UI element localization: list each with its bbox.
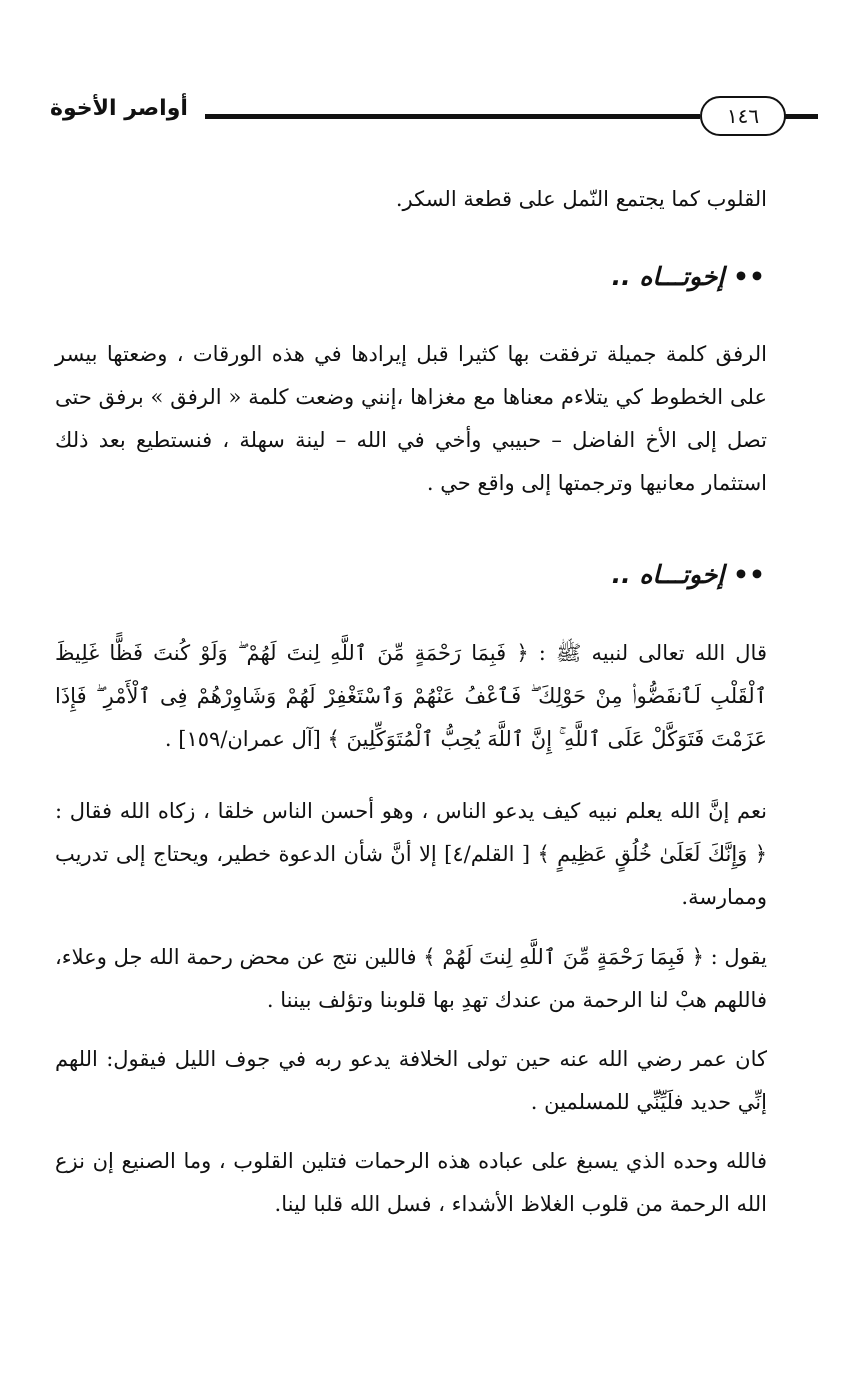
paragraph: فالله وحده الذي يسبغ على عباده هذه الرحمات فتلين القلوب ، وما الصنيع إن نزع الله الرحمة من قلوب الغلاظ الأشداء ، فسل الله قلبا لينا.: [55, 1149, 767, 1216]
heading-text: إخوتـــاه ..: [611, 262, 725, 291]
paragraph-quran-quote: قال الله تعالى لنبيه ﷺ : ﴿ فَبِمَا رَحْمَةٍ مِّنَ ٱللَّهِ لِنتَ لَهُمْ ۖ وَلَوْ كُنتَ فَظًّا غَلِيظَ ٱلْقَلْبِ لَٱنفَضُّوا۟ مِنْ حَوْلِكَ ۖ فَٱعْفُ عَنْهُمْ وَٱسْتَغْفِرْ لَهُمْ وَشَاوِرْهُمْ فِى ٱلْأَمْرِ ۖ فَإِذَا عَزَمْتَ فَتَوَكَّلْ عَلَى ٱللَّهِ ۚ إِنَّ ٱللَّهَ يُحِبُّ ٱلْمُتَوَكِّلِينَ ﴾ [آل عمران/١٥٩] .: [55, 641, 767, 751]
paragraph: الرفق كلمة جميلة ترفقت بها كثيرا قبل إيرادها في هذه الورقات ، وضعتها بيسر على الخطوط كي يتلاءم معناها مع مغزاها ،إنني وضعت كلمة « الرفق » برفق حتى تصل إلى الأخ الفاضل – حبيبي وأخي في الله – لينة سهلة ، فنستطيع بعد ذلك استثمار معانيها وترجمتها إلى واقع حي .: [55, 342, 767, 495]
heading-text: إخوتـــاه ..: [611, 560, 725, 589]
paragraph: نعم إنَّ الله يعلم نبيه كيف يدعو الناس ، وهو أحسن الناس خلقا ، زكاه الله فقال : ﴿ وَإِنَّكَ لَعَلَىٰ خُلُقٍ عَظِيمٍ ﴾ [ القلم/٤] إلا أنَّ شأن الدعوة خطير، ويحتاج إلى تدريب وممارسة.: [55, 799, 767, 909]
heading-bullet: ••: [733, 560, 765, 589]
paragraph-continuation: القلوب كما يجتمع النّمل على قطعة السكر.: [395, 187, 767, 211]
heading-bullet: ••: [733, 262, 765, 291]
section-heading: [612, 262, 765, 291]
section-heading: [612, 560, 765, 589]
header-rule-end: [785, 114, 818, 119]
page-header: [50, 88, 768, 138]
paragraph: كان عمر رضي الله عنه حين تولى الخلافة يدعو ربه في جوف الليل فيقول: اللهم إنِّي حديد فلَيِّنِّي للمسلمين .: [55, 1047, 767, 1114]
paragraph: يقول : ﴿ فَبِمَا رَحْمَةٍ مِّنَ ٱللَّهِ لِنتَ لَهُمْ ﴾ فاللين نتج عن محض رحمة الله جل وعلاء، فاللهم هبْ لنا الرحمة من عندك تهدِ بها قلوبنا وتؤلف بيننا .: [55, 945, 767, 1012]
running-title: أواصر الأخوة: [50, 96, 188, 121]
header-rule: [205, 114, 700, 119]
page-number: ١٤٦: [700, 96, 786, 136]
